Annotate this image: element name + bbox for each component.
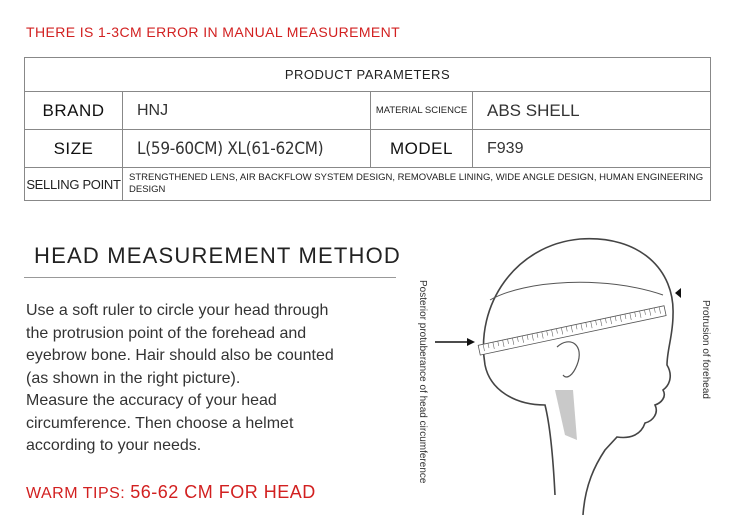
- arrow-right-icon: [435, 338, 475, 346]
- product-parameters-table: [24, 57, 711, 201]
- brand-label: BRAND: [25, 92, 123, 130]
- posterior-label: Posterior protuberance of head circumference: [417, 280, 428, 484]
- head-measurement-diagram: [405, 225, 745, 520]
- ear-icon: [557, 342, 579, 377]
- method-line: according to your needs.: [26, 437, 202, 454]
- selling-point-value: STRENGTHENED LENS, AIR BACKFLOW SYSTEM DESIGN, REMOVABLE LINING, WIDE ANGLE DESIGN, HUMAN ENGINEERING DESIGN: [123, 168, 711, 201]
- pointer-triangle-icon: [675, 288, 681, 298]
- model-value: F939: [473, 130, 711, 168]
- method-line: eyebrow bone. Hair should also be counted: [26, 347, 334, 364]
- material-label: MATERIAL SCIENCE: [371, 92, 473, 130]
- method-line: Measure the accuracy of your head: [26, 392, 277, 409]
- method-line: the protrusion point of the forehead and: [26, 324, 307, 342]
- method-line: circumference. Then choose a helmet: [26, 414, 294, 432]
- measurement-error-notice: THERE IS 1-3CM ERROR IN MANUAL MEASUREMENT: [26, 24, 401, 40]
- table-header: PRODUCT PARAMETERS: [25, 58, 711, 92]
- model-label: MODEL: [371, 130, 473, 168]
- size-value: L(59-60CM) XL(61-62CM): [123, 130, 371, 168]
- tips-label: WARM TIPS:: [26, 485, 126, 502]
- cap-line: [490, 282, 663, 300]
- neck-shading: [555, 390, 577, 440]
- method-description: [26, 300, 396, 458]
- brand-value: HNJ: [123, 92, 371, 130]
- head-back: [485, 365, 555, 495]
- method-line: Use a soft ruler to circle your head through: [26, 302, 329, 319]
- forehead-label: Protrusion of forehead: [700, 300, 711, 399]
- method-title: HEAD MEASUREMENT METHOD: [34, 243, 401, 268]
- selling-point-label: SELLING POINT: [25, 168, 123, 201]
- method-line: (as shown in the right picture).: [26, 369, 241, 387]
- material-value: ABS SHELL: [473, 92, 711, 130]
- warm-tips: [26, 482, 316, 503]
- measuring-tape: [478, 306, 666, 355]
- head-outline: [483, 239, 673, 515]
- tips-value: 56-62 CM FOR HEAD: [130, 482, 316, 502]
- size-label: SIZE: [25, 130, 123, 168]
- divider: [24, 277, 396, 278]
